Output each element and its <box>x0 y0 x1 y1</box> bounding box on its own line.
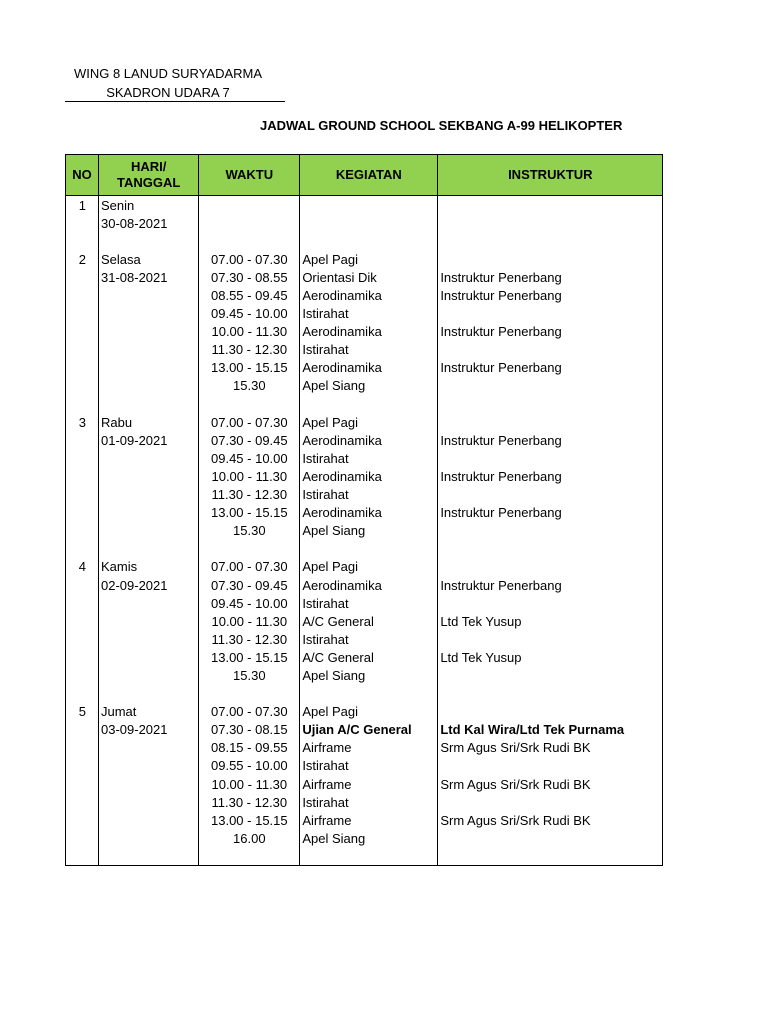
instructor-cell <box>438 250 663 268</box>
instructor-cell <box>438 630 663 648</box>
table-row <box>66 250 663 268</box>
row-number-cell <box>66 576 99 594</box>
table-row <box>66 793 663 811</box>
instructor-cell: Srm Agus Sri/Srk Rudi BK <box>438 739 663 757</box>
time-cell: 13.00 - 15.15 <box>199 359 300 377</box>
table-row <box>66 196 663 215</box>
time-cell: 07.00 - 07.30 <box>199 558 300 576</box>
instructor-cell: Instruktur Penerbang <box>438 467 663 485</box>
activity-cell <box>300 685 438 703</box>
row-number-cell: 1 <box>66 196 99 215</box>
day-date-cell <box>99 449 199 467</box>
table-row <box>66 721 663 739</box>
day-date-cell <box>99 504 199 522</box>
table-row <box>66 558 663 576</box>
time-cell <box>199 685 300 703</box>
day-date-cell <box>99 395 199 413</box>
day-date-cell: 02-09-2021 <box>99 576 199 594</box>
row-number-cell <box>66 721 99 739</box>
time-cell: 07.30 - 09.45 <box>199 576 300 594</box>
column-header-hari-tanggal: HARI/ TANGGAL <box>99 155 199 196</box>
instructor-cell <box>438 395 663 413</box>
table-row <box>66 286 663 304</box>
instructor-cell <box>438 666 663 684</box>
time-cell: 13.00 - 15.15 <box>199 811 300 829</box>
day-date-cell: Rabu <box>99 413 199 431</box>
day-date-cell: 01-09-2021 <box>99 431 199 449</box>
activity-cell <box>300 214 438 232</box>
instructor-cell: Instruktur Penerbang <box>438 323 663 341</box>
day-date-cell <box>99 540 199 558</box>
row-number-cell <box>66 486 99 504</box>
instructor-cell <box>438 522 663 540</box>
instructor-cell <box>438 829 663 847</box>
activity-cell: Ujian A/C General <box>300 721 438 739</box>
activity-cell: Apel Pagi <box>300 703 438 721</box>
time-cell <box>199 232 300 250</box>
activity-cell: Apel Pagi <box>300 558 438 576</box>
table-row <box>66 685 663 703</box>
activity-cell: A/C General <box>300 612 438 630</box>
table-row <box>66 449 663 467</box>
activity-cell: Istirahat <box>300 594 438 612</box>
time-cell: 10.00 - 11.30 <box>199 467 300 485</box>
document-title: JADWAL GROUND SCHOOL SEKBANG A-99 HELIKOPTER <box>260 118 623 133</box>
time-cell: 11.30 - 12.30 <box>199 793 300 811</box>
row-number-cell: 4 <box>66 558 99 576</box>
row-number-cell <box>66 739 99 757</box>
instructor-cell <box>438 594 663 612</box>
activity-cell: Aerodinamika <box>300 431 438 449</box>
row-number-cell: 2 <box>66 250 99 268</box>
header-underline <box>65 101 285 102</box>
instructor-cell: Instruktur Penerbang <box>438 576 663 594</box>
day-date-cell: 30-08-2021 <box>99 214 199 232</box>
row-number-cell <box>66 829 99 847</box>
table-row <box>66 739 663 757</box>
activity-cell: Apel Pagi <box>300 413 438 431</box>
activity-cell: Istirahat <box>300 757 438 775</box>
instructor-cell <box>438 540 663 558</box>
activity-cell: Istirahat <box>300 486 438 504</box>
row-number-cell <box>66 395 99 413</box>
row-number-cell <box>66 323 99 341</box>
column-header-no: NO <box>66 155 99 196</box>
instructor-cell: Ltd Tek Yusup <box>438 648 663 666</box>
row-number-cell <box>66 431 99 449</box>
time-cell: 08.55 - 09.45 <box>199 286 300 304</box>
instructor-cell: Srm Agus Sri/Srk Rudi BK <box>438 811 663 829</box>
row-number-cell: 3 <box>66 413 99 431</box>
table-row <box>66 305 663 323</box>
activity-cell: Apel Pagi <box>300 250 438 268</box>
time-cell: 07.00 - 07.30 <box>199 250 300 268</box>
table-row <box>66 214 663 232</box>
column-header-waktu: WAKTU <box>199 155 300 196</box>
row-number-cell <box>66 648 99 666</box>
instructor-cell: Srm Agus Sri/Srk Rudi BK <box>438 775 663 793</box>
time-cell: 07.30 - 08.15 <box>199 721 300 739</box>
table-row <box>66 522 663 540</box>
schedule-table <box>65 154 663 866</box>
time-cell: 08.15 - 09.55 <box>199 739 300 757</box>
instructor-cell <box>438 377 663 395</box>
activity-cell: Apel Siang <box>300 829 438 847</box>
activity-cell: Airframe <box>300 739 438 757</box>
table-row <box>66 486 663 504</box>
day-date-cell: Kamis <box>99 558 199 576</box>
time-cell <box>199 540 300 558</box>
table-row <box>66 775 663 793</box>
time-cell: 15.30 <box>199 522 300 540</box>
time-cell <box>199 847 300 866</box>
instructor-cell: Instruktur Penerbang <box>438 286 663 304</box>
row-number-cell <box>66 214 99 232</box>
time-cell: 15.30 <box>199 377 300 395</box>
table-row <box>66 847 663 866</box>
activity-cell: Aerodinamika <box>300 504 438 522</box>
day-date-cell <box>99 232 199 250</box>
day-date-cell <box>99 757 199 775</box>
activity-cell: Istirahat <box>300 341 438 359</box>
row-number-cell <box>66 232 99 250</box>
day-date-cell <box>99 305 199 323</box>
instructor-cell <box>438 341 663 359</box>
activity-cell: Apel Siang <box>300 377 438 395</box>
row-number-cell <box>66 811 99 829</box>
time-cell <box>199 395 300 413</box>
column-header-instruktur: INSTRUKTUR <box>438 155 663 196</box>
table-row <box>66 540 663 558</box>
row-number-cell <box>66 594 99 612</box>
activity-cell: Aerodinamika <box>300 286 438 304</box>
activity-cell: Istirahat <box>300 630 438 648</box>
time-cell: 07.30 - 08.55 <box>199 268 300 286</box>
time-cell: 16.00 <box>199 829 300 847</box>
row-number-cell <box>66 847 99 866</box>
day-date-cell <box>99 793 199 811</box>
activity-cell <box>300 232 438 250</box>
day-date-cell <box>99 467 199 485</box>
day-date-cell <box>99 323 199 341</box>
row-number-cell <box>66 268 99 286</box>
time-cell: 10.00 - 11.30 <box>199 323 300 341</box>
activity-cell: Orientasi Dik <box>300 268 438 286</box>
activity-cell: Aerodinamika <box>300 323 438 341</box>
time-cell: 11.30 - 12.30 <box>199 341 300 359</box>
time-cell: 09.45 - 10.00 <box>199 594 300 612</box>
table-row <box>66 395 663 413</box>
row-number-cell <box>66 305 99 323</box>
time-cell: 09.45 - 10.00 <box>199 305 300 323</box>
row-number-cell <box>66 757 99 775</box>
instructor-cell: Instruktur Penerbang <box>438 268 663 286</box>
day-date-cell: Jumat <box>99 703 199 721</box>
time-cell: 07.00 - 07.30 <box>199 413 300 431</box>
day-date-cell <box>99 847 199 866</box>
time-cell <box>199 196 300 215</box>
time-cell: 13.00 - 15.15 <box>199 504 300 522</box>
activity-cell <box>300 196 438 215</box>
day-date-cell <box>99 648 199 666</box>
unit-name: SKADRON UDARA 7 <box>106 85 230 100</box>
table-row <box>66 648 663 666</box>
instructor-cell <box>438 413 663 431</box>
table-row <box>66 341 663 359</box>
activity-cell: Apel Siang <box>300 522 438 540</box>
instructor-cell <box>438 703 663 721</box>
time-cell: 07.00 - 07.30 <box>199 703 300 721</box>
time-cell: 11.30 - 12.30 <box>199 630 300 648</box>
instructor-cell: Instruktur Penerbang <box>438 504 663 522</box>
instructor-cell: Ltd Tek Yusup <box>438 612 663 630</box>
row-number-cell <box>66 685 99 703</box>
instructor-cell: Ltd Kal Wira/Ltd Tek Purnama <box>438 721 663 739</box>
day-date-cell <box>99 286 199 304</box>
table-row <box>66 232 663 250</box>
day-date-cell <box>99 739 199 757</box>
day-date-cell <box>99 612 199 630</box>
row-number-cell <box>66 504 99 522</box>
day-date-cell: Senin <box>99 196 199 215</box>
day-date-cell: Selasa <box>99 250 199 268</box>
table-row <box>66 829 663 847</box>
day-date-cell <box>99 359 199 377</box>
row-number-cell <box>66 467 99 485</box>
table-row <box>66 268 663 286</box>
row-number-cell <box>66 449 99 467</box>
activity-cell <box>300 395 438 413</box>
row-number-cell <box>66 775 99 793</box>
row-number-cell <box>66 522 99 540</box>
schedule-body <box>66 196 663 866</box>
instructor-cell <box>438 305 663 323</box>
table-row <box>66 612 663 630</box>
table-header-row <box>66 155 663 196</box>
time-cell: 13.00 - 15.15 <box>199 648 300 666</box>
table-row <box>66 359 663 377</box>
row-number-cell <box>66 359 99 377</box>
activity-cell: Apel Siang <box>300 666 438 684</box>
instructor-cell <box>438 685 663 703</box>
time-cell: 09.55 - 10.00 <box>199 757 300 775</box>
row-number-cell <box>66 341 99 359</box>
time-cell: 10.00 - 11.30 <box>199 612 300 630</box>
day-date-cell: 03-09-2021 <box>99 721 199 739</box>
day-date-cell <box>99 630 199 648</box>
activity-cell <box>300 847 438 866</box>
time-cell: 09.45 - 10.00 <box>199 449 300 467</box>
org-name: WING 8 LANUD SURYADARMA <box>73 66 263 81</box>
day-date-cell <box>99 775 199 793</box>
table-row <box>66 666 663 684</box>
instructor-cell <box>438 757 663 775</box>
row-number-cell <box>66 286 99 304</box>
day-date-cell <box>99 829 199 847</box>
table-row <box>66 431 663 449</box>
table-row <box>66 413 663 431</box>
activity-cell: Istirahat <box>300 793 438 811</box>
activity-cell <box>300 540 438 558</box>
instructor-cell <box>438 558 663 576</box>
day-date-cell <box>99 341 199 359</box>
day-date-cell <box>99 685 199 703</box>
instructor-cell <box>438 847 663 866</box>
time-cell: 11.30 - 12.30 <box>199 486 300 504</box>
instructor-cell <box>438 232 663 250</box>
activity-cell: Aerodinamika <box>300 359 438 377</box>
column-header-kegiatan: KEGIATAN <box>300 155 438 196</box>
day-date-cell <box>99 522 199 540</box>
table-row <box>66 594 663 612</box>
instructor-cell <box>438 486 663 504</box>
row-number-cell <box>66 793 99 811</box>
activity-cell: Aerodinamika <box>300 576 438 594</box>
time-cell: 15.30 <box>199 666 300 684</box>
activity-cell: A/C General <box>300 648 438 666</box>
instructor-cell <box>438 196 663 215</box>
day-date-cell <box>99 377 199 395</box>
row-number-cell <box>66 666 99 684</box>
day-date-cell: 31-08-2021 <box>99 268 199 286</box>
table-row <box>66 323 663 341</box>
table-row <box>66 630 663 648</box>
day-date-cell <box>99 666 199 684</box>
time-cell: 07.30 - 09.45 <box>199 431 300 449</box>
row-number-cell <box>66 377 99 395</box>
row-number-cell <box>66 612 99 630</box>
table-row <box>66 757 663 775</box>
table-row <box>66 504 663 522</box>
instructor-cell <box>438 449 663 467</box>
time-cell: 10.00 - 11.30 <box>199 775 300 793</box>
instructor-cell <box>438 793 663 811</box>
time-cell <box>199 214 300 232</box>
activity-cell: Istirahat <box>300 449 438 467</box>
day-date-cell <box>99 594 199 612</box>
day-date-cell <box>99 486 199 504</box>
instructor-cell: Instruktur Penerbang <box>438 359 663 377</box>
table-row <box>66 377 663 395</box>
row-number-cell: 5 <box>66 703 99 721</box>
activity-cell: Aerodinamika <box>300 467 438 485</box>
table-row <box>66 811 663 829</box>
table-row <box>66 703 663 721</box>
row-number-cell <box>66 540 99 558</box>
activity-cell: Airframe <box>300 775 438 793</box>
activity-cell: Istirahat <box>300 305 438 323</box>
row-number-cell <box>66 630 99 648</box>
table-row <box>66 576 663 594</box>
activity-cell: Airframe <box>300 811 438 829</box>
table-row <box>66 467 663 485</box>
instructor-cell: Instruktur Penerbang <box>438 431 663 449</box>
instructor-cell <box>438 214 663 232</box>
day-date-cell <box>99 811 199 829</box>
